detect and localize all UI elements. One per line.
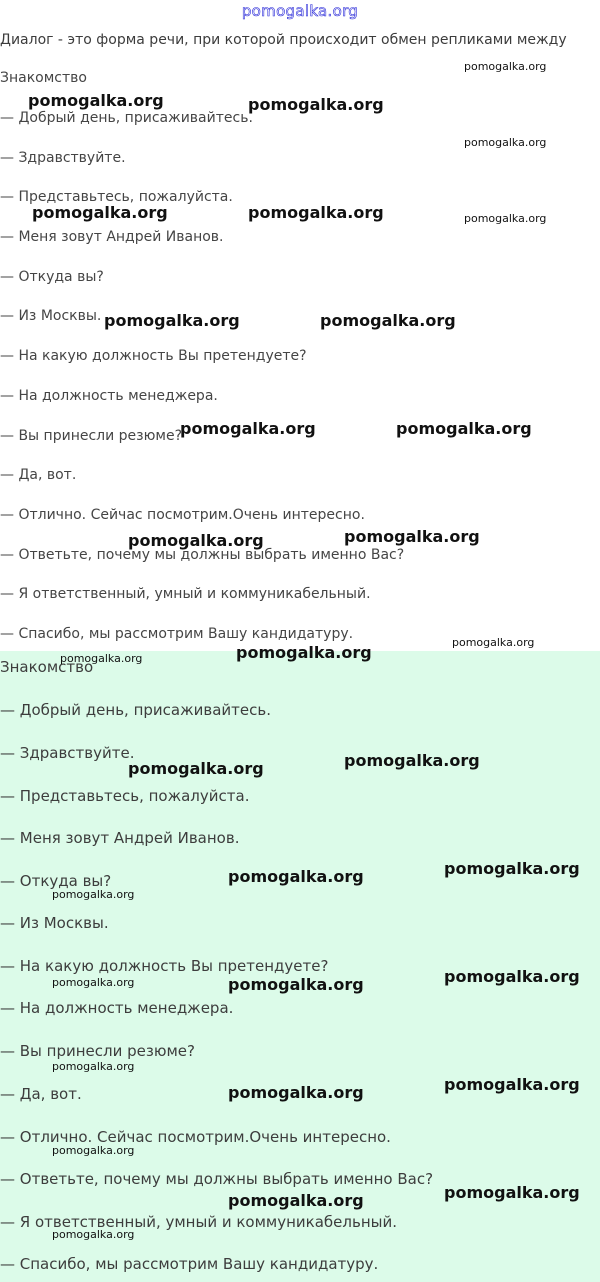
watermark: pomogalka.org (228, 1083, 364, 1102)
watermark: pomogalka.org (228, 1191, 364, 1210)
watermark: pomogalka.org (60, 652, 143, 665)
watermark: pomogalka.org (444, 1075, 580, 1094)
section2-line: — Здравствуйте. (0, 744, 135, 762)
section2-line: — Откуда вы? (0, 872, 112, 890)
watermark: pomogalka.org (248, 95, 384, 114)
section2-line: — Добрый день, присаживайтесь. (0, 701, 271, 719)
watermark: pomogalka.org (128, 531, 264, 550)
section1-line: — Меня зовут Андрей Иванов. (0, 229, 224, 245)
watermark: pomogalka.org (28, 91, 164, 110)
section1-line: — На должность менеджера. (0, 388, 218, 404)
section1-line: — Здравствуйте. (0, 150, 126, 166)
watermark: pomogalka.org (52, 976, 135, 989)
section1-line: — На какую должность Вы претендуете? (0, 348, 307, 364)
watermark: pomogalka.org (320, 311, 456, 330)
section2-line: — Спасибо, мы рассмотрим Вашу кандидатуру. (0, 1255, 379, 1273)
section2-line: — Да, вот. (0, 1085, 82, 1103)
watermark: pomogalka.org (228, 867, 364, 886)
watermark: pomogalka.org (444, 1183, 580, 1202)
watermark: pomogalka.org (464, 60, 547, 73)
section1-line: — Вы принесли резюме? (0, 428, 182, 444)
section2-line: — Из Москвы. (0, 914, 109, 932)
watermark: pomogalka.org (52, 1228, 135, 1241)
watermark: pomogalka.org (180, 419, 316, 438)
section1-heading: Знакомство (0, 70, 87, 86)
watermark: pomogalka.org (32, 203, 168, 222)
section1-line: — Спасибо, мы рассмотрим Вашу кандидатуру. (0, 626, 354, 642)
watermark: pomogalka.org (248, 203, 384, 222)
section1-line: — Откуда вы? (0, 269, 104, 285)
watermark: pomogalka.org (236, 643, 372, 662)
section2-line: — На должность менеджера. (0, 999, 234, 1017)
watermark: pomogalka.org (52, 888, 135, 901)
section1-line: — Отлично. Сейчас посмотрим.Очень интересно. (0, 507, 365, 523)
section1-line: — Добрый день, присаживайтесь. (0, 110, 253, 126)
watermark: pomogalka.org (444, 967, 580, 986)
section1-line: — Из Москвы. (0, 308, 102, 324)
watermark: pomogalka.org (444, 859, 580, 878)
watermark: pomogalka.org (344, 527, 480, 546)
watermark: pomogalka.org (52, 1144, 135, 1157)
section1-line: — Да, вот. (0, 467, 77, 483)
intro-text: Диалог - это форма речи, при которой происходит обмен репликами между (0, 32, 567, 48)
watermark: pomogalka.org (344, 751, 480, 770)
watermark: pomogalka.org (228, 975, 364, 994)
section2-line: — Я ответственный, умный и коммуникабельный. (0, 1213, 397, 1231)
watermark: pomogalka.org (104, 311, 240, 330)
watermark: pomogalka.org (128, 759, 264, 778)
watermark: pomogalka.org (464, 136, 547, 149)
section2-line: — На какую должность Вы претендуете? (0, 957, 329, 975)
section2-line: — Меня зовут Андрей Иванов. (0, 829, 240, 847)
watermark: pomogalka.org (464, 212, 547, 225)
site-logo: pomogalka.org (241, 2, 359, 20)
watermark: pomogalka.org (452, 636, 535, 649)
section2-line: — Отлично. Сейчас посмотрим.Очень интересно. (0, 1128, 391, 1146)
section2-heading: Знакомство (0, 658, 94, 676)
section2-line: — Ответьте, почему мы должны выбрать именно Вас? (0, 1170, 434, 1188)
watermark: pomogalka.org (396, 419, 532, 438)
section1-line: — Представьтесь, пожалуйста. (0, 189, 233, 205)
section2-line: — Представьтесь, пожалуйста. (0, 787, 250, 805)
section2-line: — Вы принесли резюме? (0, 1042, 195, 1060)
section1-line: — Я ответственный, умный и коммуникабельный. (0, 586, 371, 602)
section1-line: — Ответьте, почему мы должны выбрать именно Вас? (0, 547, 405, 563)
watermark: pomogalka.org (52, 1060, 135, 1073)
